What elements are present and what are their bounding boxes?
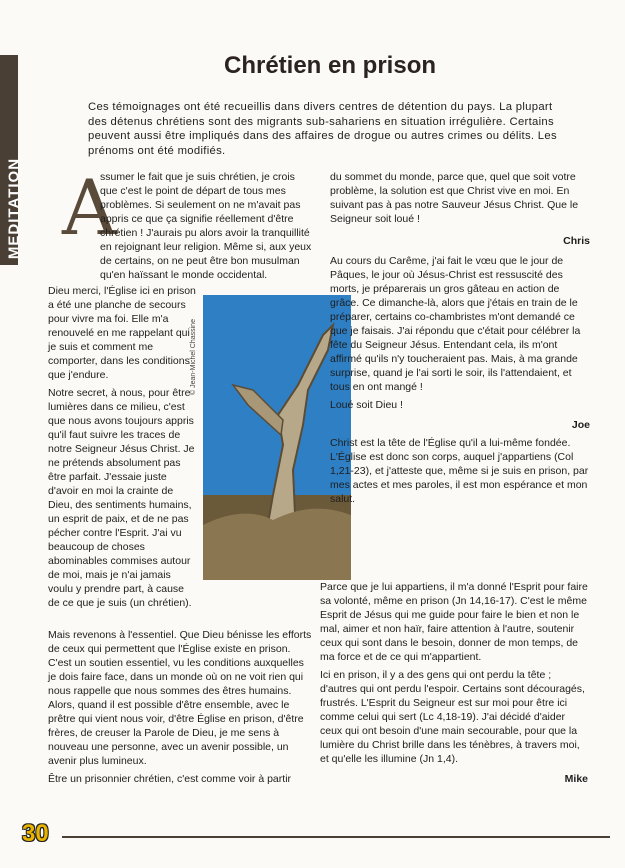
footer-rule [62, 836, 610, 838]
left-col-narrow [48, 284, 196, 610]
page-title: Chrétien en prison [223, 52, 437, 79]
paragraph: Être un prisonnier chrétien, c'est comme voir à partir [48, 773, 292, 785]
paragraph: Parce que je lui appartiens, il m'a donné l'Esprit pour faire sa volonté, même en prison (Jn 14,16-17). C'est le même Esprit de Jésus qui me guide pour faire le bien et non le mal, aimer et non haïr, faire attention à l'autre, soutenir ceux qui sont dans le besoin, donner de mon temps, de ma force et de ce qui m'appartient. [320, 581, 588, 663]
signature: Mike [564, 773, 588, 785]
paragraph: Dieu merci, l'Église ici en prison a été une planche de secours pour vivre ma foi. Elle m'a renouvelé en me rappelant qui je suis et comment me comporter, dans les conditions que j'endure. [48, 285, 196, 381]
section-tab [0, 55, 23, 265]
right-col-top [330, 170, 590, 506]
right-col-bottom [320, 580, 588, 786]
photo-credit: © Jean-Michel Chassine [190, 319, 197, 395]
left-col-top [100, 170, 315, 282]
drop-cap: A [62, 163, 117, 252]
intro-paragraph: Ces témoignages ont été recueillis dans divers centres de détention du pays. La plupart des détenus chrétiens sont des migrants sub-sahariens en situation irrégulière. Certains peuvent aussi être impliqués dans des affaires de drogue ou autres crimes ou délits. Les prénoms ont été modifiés. [88, 101, 557, 157]
signature: Joe [571, 419, 590, 431]
section-label: MEDITATION [5, 157, 23, 260]
paragraph: Mais revenons à l'essentiel. Que Dieu bénisse les efforts de ceux qui permettent que l'Église existe en prison. C'est un soutien essentiel, vu les conditions auxquelles je dois faire face, dans un monde où on ne voit rien qui nous rappelle que nous sommes des êtres humains. Alors, quand il est possible d'être ensemble, avec le prêtre qui vient nous voir, d'être Église en prison, d'être frères, de creuser la Parole de Dieu, je me sens à nouveau une personne, avec un avenir possible, un avenir plus lumineux. [48, 629, 312, 767]
paragraph: ssumer le fait que je suis chrétien, je crois que c'est le point de départ de tous mes problèmes. Si seulement on ne m'avait pas appris ce que ça signifie réellement d'être chrétien ! J'aurais pu alors avoir la tranquillité en rejoignant leur religion. Même si, aux yeux de certains, on ne peut être bon musulman qu'en haïssant le monde occidental. [100, 171, 312, 281]
page-number: 30 [22, 820, 49, 847]
paragraph: Ici en prison, il y a des gens qui ont perdu la tête ; d'autres qui ont perdu l'espoir. Certains sont découragés, frustrés. L'Esprit du Seigneur est sur moi pour être ici comme celui qui sert (Lc 4,18-19). J'ai décidé d'aider ceux qui ont besoin d'une main secourable, pour que la lumière du Christ brille dans les ténèbres, à travers moi, et qu'elle les illumine (Jn 1,4). [320, 669, 585, 765]
paragraph: Loué soit Dieu ! [330, 399, 403, 411]
paragraph: Au cours du Carême, j'ai fait le vœu que le jour de Pâques, le jour où Jésus-Christ est ressuscité des morts, je préparerais un gros gâteau en action de grâce. Ce dimanche-là, alors que j'étais en train de le préparer, certains co-chambristes m'ont demandé ce que je faisais. J'ai répondu que c'était pour célébrer la fête du Seigneur Jésus. Entendant cela, ils m'ont affirmé qu'ils n'y toucheraient pas. Mais, à ma grande surprise, quand je l'ai sorti le soir, ils l'attendaient, et tous en ont mangé ! [330, 255, 581, 393]
signature: Chris [563, 235, 590, 247]
paragraph: Notre secret, à nous, pour être lumières dans ce milieu, c'est que nous avons toujours appris qu'il faut suivre les traces de notre Seigneur Jésus Christ. Je ne prétends absolument pas être parfait. J'essaie juste d'avoir en moi la crainte de Dieu, des sentiments humains, un esprit de paix, et de ne pas pécher contre l'Esprit. J'ai vu beaucoup de choses abominables commises autour de moi, mais je n'ai jamais voulu y prendre part, à cause de ce que je suis (un chrétien). [48, 387, 195, 609]
left-col-bottom [48, 628, 313, 786]
paragraph: Christ est la tête de l'Église qu'il a lui-même fondée. L'Église est donc son corps, auquel j'appartiens (Col 1,21-23), et j'atteste que, même si je suis en prison, par mes actes et mes paroles, il est mon espérance et mon salut. [330, 437, 589, 505]
tree-photo [203, 295, 351, 580]
paragraph: du sommet du monde, parce que, quel que soit votre problème, la solution est que Christ vive en moi. En suivant pas à pas notre Sauveur Jésus Christ. Que le Seigneur soit loué ! [330, 171, 579, 225]
